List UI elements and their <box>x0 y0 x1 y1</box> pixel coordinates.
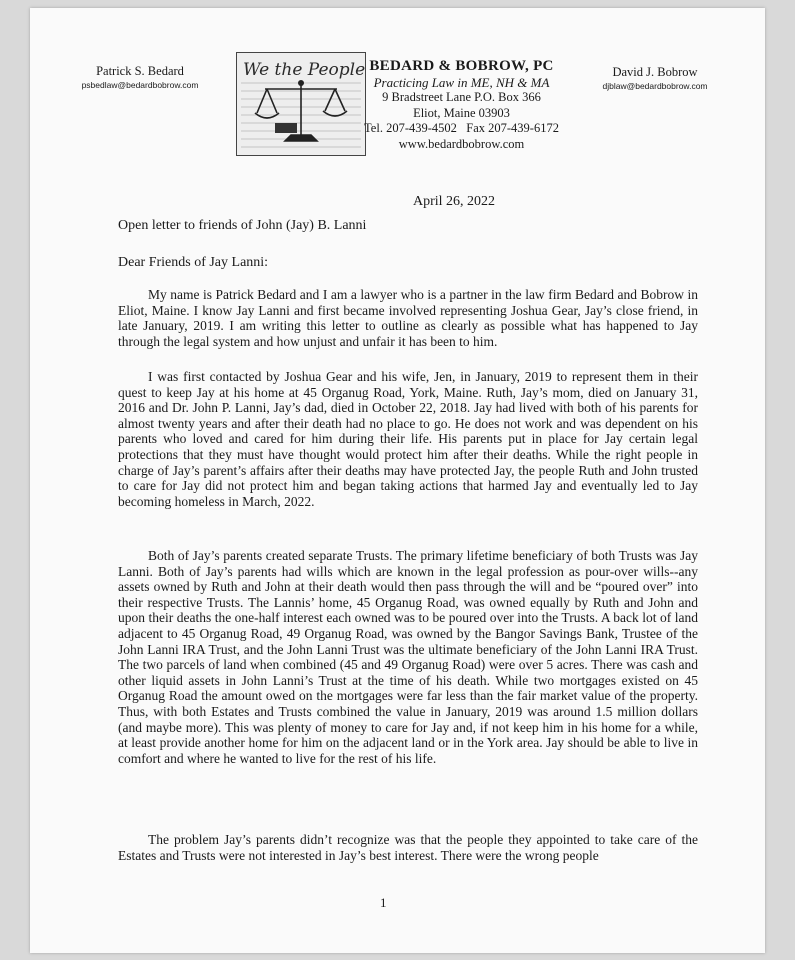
letter-page <box>30 8 765 953</box>
left-partner-email: psbedlaw@bedardbobrow.com <box>81 80 199 90</box>
left-partner-name: Patrick S. Bedard <box>96 64 184 78</box>
paragraph-text: My name is Patrick Bedard and I am a lawyer who is a partner in the law firm Bedard and Bobrow in Eliot, Maine. I know Jay Lanni and first became involved representing Joshua Gear, Jay’s close friend, in late January, 2019. I am writing this letter to outline as clearly as possible what has happened to Jay through the legal system and how unjust and unfair it has been to him. <box>118 287 698 349</box>
paragraph-text: The problem Jay’s parents didn’t recognize was that the people they appointed to take care of the Estates and Trusts were not interested in Jay’s best interest. There were the wrong people <box>118 832 698 863</box>
paragraph-4 <box>118 832 698 863</box>
paragraph-text: I was first contacted by Joshua Gear and his wife, Jen, in January, 2019 to represent them in their quest to keep Jay at his home at 45 Organug Road, York, Maine. Ruth, Jay’s mom, died on January 31, 2016 and Dr. John P. Lanni, Jay’s dad, died in October 22, 2018. Jay had lived with both of his parents for almost twenty years and after their death had no place to go. He does not work and was dependent on his parents who loved and cared for him during their life. His parents put in place for Jay certain legal protections that they must have thought would protect him after their deaths. While the right people in charge of Jay’s parent’s affairs after their deaths may have protected Jay, the people Ruth and John trusted to care for Jay did not protect him and began taking actions that harmed Jay and eventually led to Jay becoming homeless in March, 2022. <box>118 369 698 509</box>
letter-subject: Open letter to friends of John (Jay) B. Lanni <box>118 218 367 233</box>
firm-phone-fax: Tel. 207-439-4502 Fax 207-439-6172 <box>364 121 559 135</box>
right-partner-name: David J. Bobrow <box>612 65 698 79</box>
firm-address-line-2: Eliot, Maine 03903 <box>413 105 510 120</box>
firm-name: BEDARD & BOBROW, PC <box>369 58 554 74</box>
paragraph-text: Both of Jay’s parents created separate Trusts. The primary lifetime beneficiary of both Trusts was Jay Lanni. Both of Jay’s parents had wills which are known in the legal profession as pour-over wills--any assets owned by Ruth and John at their death would then pass through the will and be “poured over” into their respective Trusts. The Lannis’ home, 45 Organug Road, was owned equally by Ruth and John and upon their deaths the one-half interest each owned was to be poured over into the Trusts. A back lot of land adjacent to 45 Organug Road, 49 Organug Road, was owned by the Bangor Savings Bank, Trustee of the John Lanni IRA Trust, and the John Lanni Trust was the ultimate beneficiary of the John Lanni IRA Trust. The two parcels of land when combined (45 and 49 Organug Road) were over 5 acres. There was cash and other liquid assets in John Lanni’s Trust at the time of his death. While two mortgages existed on 45 Organug Road the amount owed on the mortgages were far less than the fair market value of the property. Thus, with both Estates and Trusts combined the value in January, 2019 was around 1.5 million dollars (and maybe more). This was plenty of money to care for Jay and, if not keep him in his home for a while, at least provide another home for him on the adjacent land or in the York area. Jay should be able to live in comfort and where he wanted to live for the rest of his life. <box>118 548 698 766</box>
firm-logo <box>236 52 366 156</box>
letter-salutation: Dear Friends of Jay Lanni: <box>118 255 269 270</box>
right-partner-block <box>575 65 735 92</box>
paragraph-2 <box>118 369 698 509</box>
svg-text:We the People: We the People <box>243 60 365 80</box>
left-partner-block <box>70 64 210 91</box>
page-number: 1 <box>380 895 387 910</box>
firm-tagline: Practicing Law in ME, NH & MA <box>373 75 550 90</box>
firm-website: www.bedardbobrow.com <box>398 136 525 151</box>
right-partner-email: djblaw@bedardbobrow.com <box>602 81 708 91</box>
firm-info-block <box>364 57 559 152</box>
paragraph-1 <box>118 287 698 349</box>
firm-address-line-1: 9 Bradstreet Lane P.O. Box 366 <box>382 90 541 104</box>
letter-date: April 26, 2022 <box>413 194 496 209</box>
paragraph-3 <box>118 548 698 766</box>
constitution-scales-logo-icon <box>237 53 365 155</box>
